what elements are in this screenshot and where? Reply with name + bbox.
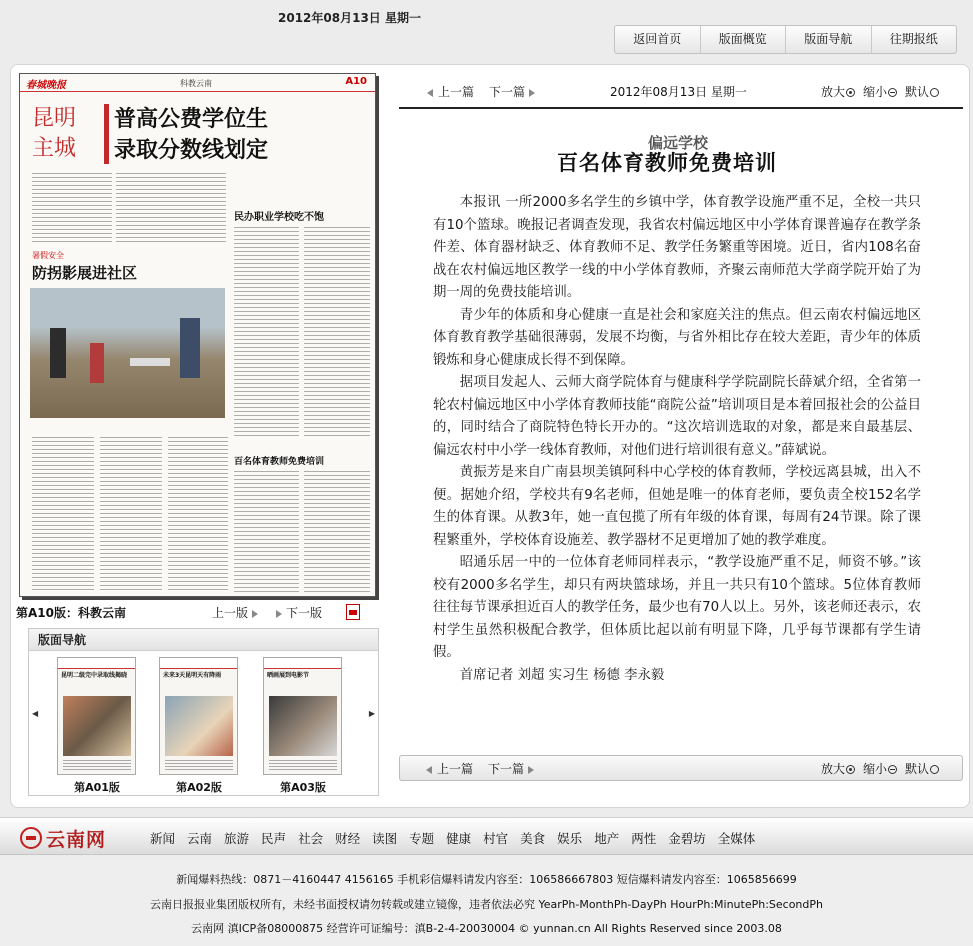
article-paragraph: 据项目发起人、云师大商学院体育与健康科学学院副院长薛斌介绍，全省第一轮农村偏远地区中小学体育教师技能“商院公益”培训项目是本着回报社会的公益目的，同时结合了商院特色特长开办的。“这次培训选取的对象，都是来自最基层、偏远农村中小学一线体育教师，对他们进行培训很有意义。”薛斌说。 [433, 375, 921, 458]
paper-text-column [304, 468, 370, 592]
arrow-left-icon [427, 89, 433, 97]
pdf-icon[interactable] [346, 604, 360, 620]
arrow-left-icon [426, 766, 432, 774]
prev-edition-label: 上一版 [212, 606, 249, 620]
edition-thumb-a01[interactable] [57, 657, 136, 775]
site-nav-item[interactable]: 专题 [409, 831, 435, 846]
site-nav-item[interactable]: 娱乐 [557, 831, 583, 846]
zoom-in-icon [846, 765, 855, 774]
article-paragraph: 青少年的体质和身心健康一直是社会和家庭关注的焦点。但云南农村偏远地区体育教育教学基础很薄弱，发展不均衡，与省外相比存在较大差距，青少年的体质锻炼和身心健康成长得不到保障。 [433, 307, 921, 368]
prev-edition-link[interactable] [212, 604, 258, 621]
article-title: 百名体育教师免费培训 [557, 150, 777, 175]
site-nav-item[interactable]: 健康 [446, 831, 472, 846]
site-nav-item[interactable]: 美食 [520, 831, 546, 846]
next-edition-link[interactable] [276, 604, 322, 621]
nav-archive-button[interactable]: 往期报纸 [889, 32, 938, 46]
paper-text-column [32, 170, 112, 242]
paper-text-column [234, 468, 299, 592]
paper-text-column [100, 434, 162, 592]
paper-divider [104, 104, 109, 164]
paper-city-line: 昆明 [32, 106, 77, 131]
zoom-in-label: 放大 [821, 762, 846, 776]
article-paragraph: 本报讯 一所2000多名学生的乡镇中学，体育教学设施严重不足，全校一共只有10个篮球。晚报记者调查发现，我省农村偏远地区中小学体育课普遍存在教学条件差、体育器材缺乏、体育教师不足、教学任务繁重等困境。近日，省内108名奋战在农村偏远地区教学一线的中小学体育教师，齐聚云南师范大学商学院开始了为期一周的免费技能培训。 [433, 195, 921, 300]
paper-photo [30, 288, 225, 418]
radio-icon [930, 765, 939, 774]
next-article-label: 下一篇 [488, 762, 525, 776]
zoom-default-button[interactable] [905, 83, 939, 100]
site-nav-item[interactable]: 新闻 [150, 831, 176, 846]
article-toolbar-bottom [399, 755, 963, 781]
site-logo-text: 云南网 [46, 829, 107, 851]
paper-headline[interactable] [114, 104, 268, 166]
zoom-out-button[interactable] [863, 760, 897, 777]
radio-icon [930, 88, 939, 97]
site-nav-item[interactable]: 两性 [631, 831, 657, 846]
edition-thumb-title: 晒画展到电影节 [267, 672, 310, 679]
paper-text-column [116, 170, 226, 242]
zoom-in-button[interactable] [821, 83, 855, 100]
site-nav-item[interactable]: 读图 [372, 831, 398, 846]
paper-headline-line: 录取分数线划定 [114, 137, 269, 163]
zoom-out-icon [888, 765, 897, 774]
zoom-in-icon [846, 88, 855, 97]
zoom-out-label: 缩小 [863, 85, 888, 99]
site-nav-item[interactable]: 金碧坊 [668, 831, 706, 846]
paper-sub-headline[interactable]: 防拐影展进社区 [32, 264, 138, 282]
edition-nav-title: 版面导航 [29, 629, 378, 651]
footer-license: 云南网 滇ICP备08000875 经营许可证编号：滇B-2-4-20030004 © yunnan.cn All Rights Reserved since 2003.08 [191, 922, 782, 935]
edition-thumb-label[interactable]: 第A02版 [176, 781, 222, 794]
edition-thumb-a03[interactable] [263, 657, 342, 775]
site-nav-item[interactable]: 财经 [335, 831, 361, 846]
zoom-out-icon [888, 88, 897, 97]
prev-article-link[interactable] [426, 760, 473, 777]
paper-article-headline[interactable]: 百名体育教师免费培训 [234, 457, 325, 467]
article-date: 2012年08月13日 星期一 [610, 85, 747, 99]
paper-city-line: 主城 [32, 136, 77, 161]
paper-page-number: A10 [345, 76, 367, 87]
newspaper-page-image[interactable] [19, 73, 376, 597]
prev-article-label: 上一篇 [438, 85, 475, 99]
paper-section-label: 暑假安全 [32, 251, 64, 260]
article-toolbar-top [399, 80, 963, 109]
paper-header [20, 74, 375, 92]
scroll-left-icon[interactable]: ◀ [32, 709, 39, 718]
nav-overview-button[interactable]: 版面概览 [701, 26, 787, 53]
edition-thumb-label[interactable]: 第A03版 [280, 781, 326, 794]
paper-logo: 春城晚报 [26, 80, 66, 91]
zoom-out-label: 缩小 [863, 762, 888, 776]
site-nav-item[interactable]: 云南 [187, 831, 213, 846]
paper-city [32, 104, 76, 164]
edition-thumb-title: 昆明二级完中录取线揭晓 [61, 672, 128, 679]
paper-text-column [234, 224, 299, 439]
article-paragraph: 黄振芳是来自广南县坝美镇阿科中心学校的体育教师，学校远离县城，出入不便。据她介绍，学校共有9名老师，但她是唯一的体育老师，要负责全校152名学生的体育课。从教3年，她一直包揽了所有年级的体育课，每周有24节课。除了课程繁重外，学校体育设施差、教学器材不足更增加了她的教学难度。 [433, 465, 921, 548]
next-article-label: 下一篇 [489, 85, 526, 99]
top-date: 2012年08月13日 星期一 [278, 11, 421, 25]
site-nav-bar [0, 817, 973, 855]
paper-text-column [168, 434, 228, 592]
top-bar [0, 0, 973, 64]
prev-article-link[interactable] [427, 83, 474, 100]
nav-home-button[interactable]: 返回首页 [615, 26, 701, 53]
article-paragraph: 昭通乐居一中的一位体育老师同样表示，“教学设施严重不足，师资不够。”该校有2000多名学生，却只有两块篮球场，并且一共只有10个篮球。5位体育教师往往每节课承担近百人的教学任务，最少也有70人以上。另外，该老师还表示，农村学生虽然积极配合教学，但体质比起以前有明显下降，几乎每节课都有学生请假。 [433, 555, 921, 660]
site-nav-item[interactable]: 旅游 [224, 831, 250, 846]
site-footer [0, 857, 973, 946]
site-nav-item[interactable]: 社会 [298, 831, 324, 846]
zoom-default-label: 默认 [905, 85, 930, 99]
paper-text-column [32, 434, 94, 592]
nav-layout-nav-button[interactable]: 版面导航 [786, 26, 872, 53]
footer-copyright: 云南日报报业集团版权所有，未经书面授权请勿转载或建立镜像，违者依法必究 YearPh-MonthPh-DayPh HourPh:MinutePh:SecondPh [149, 898, 823, 911]
next-article-link[interactable] [488, 760, 534, 777]
site-nav-item[interactable]: 全媒体 [717, 831, 756, 846]
scroll-right-icon[interactable]: ▶ [368, 709, 375, 718]
site-nav-item[interactable]: 村官 [483, 831, 509, 846]
zoom-out-button[interactable] [863, 83, 897, 100]
footer-hotline: 新闻爆料热线：0871－4160447 4156165 手机彩信爆料请发内容至：106586667803 短信爆料请发内容至：1065856699 [176, 873, 797, 886]
arrow-right-icon [276, 610, 282, 618]
edition-navigation [28, 628, 379, 796]
edition-label: 第A10版：科教云南 [16, 606, 126, 620]
zoom-default-button[interactable] [905, 760, 939, 777]
paper-section: 科教云南 [180, 79, 212, 88]
article-byline: 首席记者 刘超 实习生 杨德 李永毅 [459, 667, 665, 683]
arrow-right-icon [529, 89, 535, 97]
next-edition-label: 下一版 [286, 606, 323, 620]
site-nav-item[interactable]: 地产 [594, 831, 620, 846]
next-article-link[interactable] [489, 83, 535, 100]
arrow-right-icon [252, 610, 258, 618]
top-nav [614, 25, 957, 54]
edition-thumb-title: 未来3天昆明天有降雨 [163, 672, 222, 679]
paper-right-headline[interactable]: 民办职业学校吃不饱 [234, 212, 324, 223]
zoom-in-label: 放大 [821, 85, 846, 99]
zoom-in-button[interactable] [821, 760, 855, 777]
site-nav [150, 829, 767, 847]
site-nav-item[interactable]: 民声 [261, 831, 287, 846]
article-kicker: 偏远学校 [648, 134, 709, 152]
article-body [433, 167, 921, 687]
zoom-default-label: 默认 [905, 762, 930, 776]
prev-article-label: 上一篇 [437, 762, 474, 776]
site-logo-icon [20, 827, 42, 849]
paper-text-column [304, 224, 370, 439]
edition-thumb-label[interactable]: 第A01版 [74, 781, 120, 794]
arrow-right-icon [528, 766, 534, 774]
paper-headline-line: 普高公费学位生 [114, 106, 269, 132]
edition-thumb-a02[interactable] [159, 657, 238, 775]
